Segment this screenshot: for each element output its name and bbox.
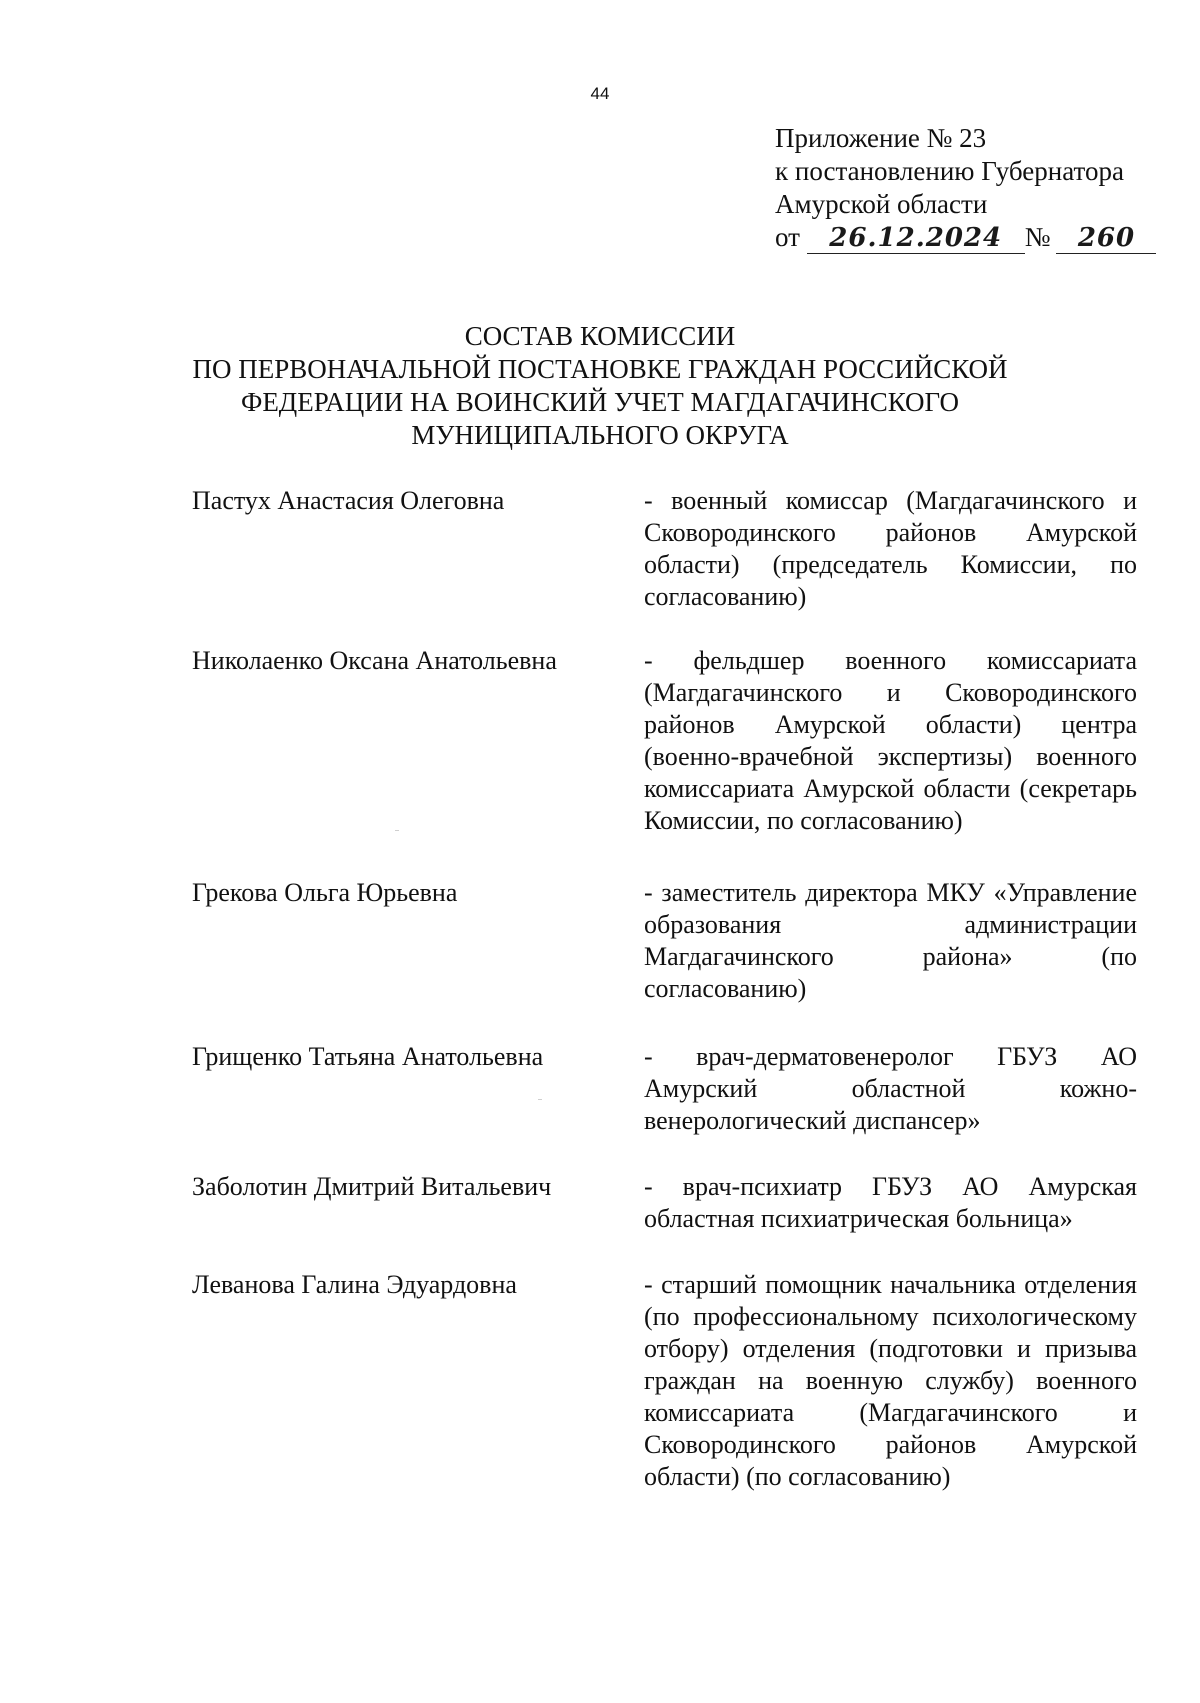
handwritten-number: 260 [1077, 223, 1136, 253]
member-name: Заболотин Дмитрий Витальевич [192, 1172, 552, 1201]
member-name: Леванова Галина Эдуардовна [192, 1270, 517, 1299]
member-name: Пастух Анастасия Олеговна [192, 486, 505, 515]
member-name: Грекова Ольга Юрьевна [192, 878, 458, 907]
title-line-3: ФЕДЕРАЦИИ НА ВОИНСКИЙ УЧЕТ МАГДАГАЧИНСКОГО [240, 387, 959, 417]
appendix-region-line: Амурской области [775, 189, 988, 219]
page-number: 44 [590, 84, 610, 103]
appendix-title: Приложение № 23 [775, 123, 987, 153]
member-role: - военный комиссар (Магдагачинского и Сковородинского районов Амурской области) (председатель Комиссии, по согласованию) [644, 486, 1137, 611]
from-label: от [775, 222, 800, 252]
number-field [1056, 222, 1156, 254]
appendix-block [775, 122, 1175, 261]
scan-speck [395, 830, 399, 831]
member-name: Грищенко Татьяна Анатольевна [192, 1042, 544, 1071]
appendix-resolution-line: к постановлению Губернатора [775, 156, 1124, 186]
member-role: - фельдшер военного комиссариата (Магдагачинского и Сковородинского районов Амурской области) центра (военно-врачебной экспертизы) военного комиссариата Амурской области (секретарь Комиссии, по согласованию) [644, 646, 1137, 835]
number-label: № [1024, 222, 1051, 252]
member-name: Николаенко Оксана Анатольевна [192, 646, 557, 675]
title-line-4: МУНИЦИПАЛЬНОГО ОКРУГА [411, 420, 789, 450]
title-line-1: СОСТАВ КОМИССИИ [464, 321, 736, 351]
appendix-date-number-line [775, 221, 1175, 261]
scan-speck [538, 1099, 542, 1100]
date-field [807, 222, 1025, 254]
handwritten-date: 26.12.2024 [829, 223, 1003, 253]
title-line-2: ПО ПЕРВОНАЧАЛЬНОЙ ПОСТАНОВКЕ ГРАЖДАН РОССИЙСКОЙ [192, 354, 1008, 384]
member-role: - старший помощник начальника отделения (по профессиональному психологическому отбору) отделения (подготовки и призыва граждан на военную службу) военного комиссариата (Магдагачинского и Сковородинского районов Амурской области) (по согласованию) [644, 1270, 1137, 1491]
member-role: - заместитель директора МКУ «Управление образования администрации Магдагачинского района» (по согласованию) [644, 878, 1137, 1003]
document-title [0, 320, 1200, 452]
member-role: - врач-дерматовенеролог ГБУЗ АО Амурский областной кожно-венерологический диспансер» [644, 1042, 1137, 1135]
member-role: - врач-психиатр ГБУЗ АО Амурская областная психиатрическая больница» [644, 1172, 1137, 1233]
